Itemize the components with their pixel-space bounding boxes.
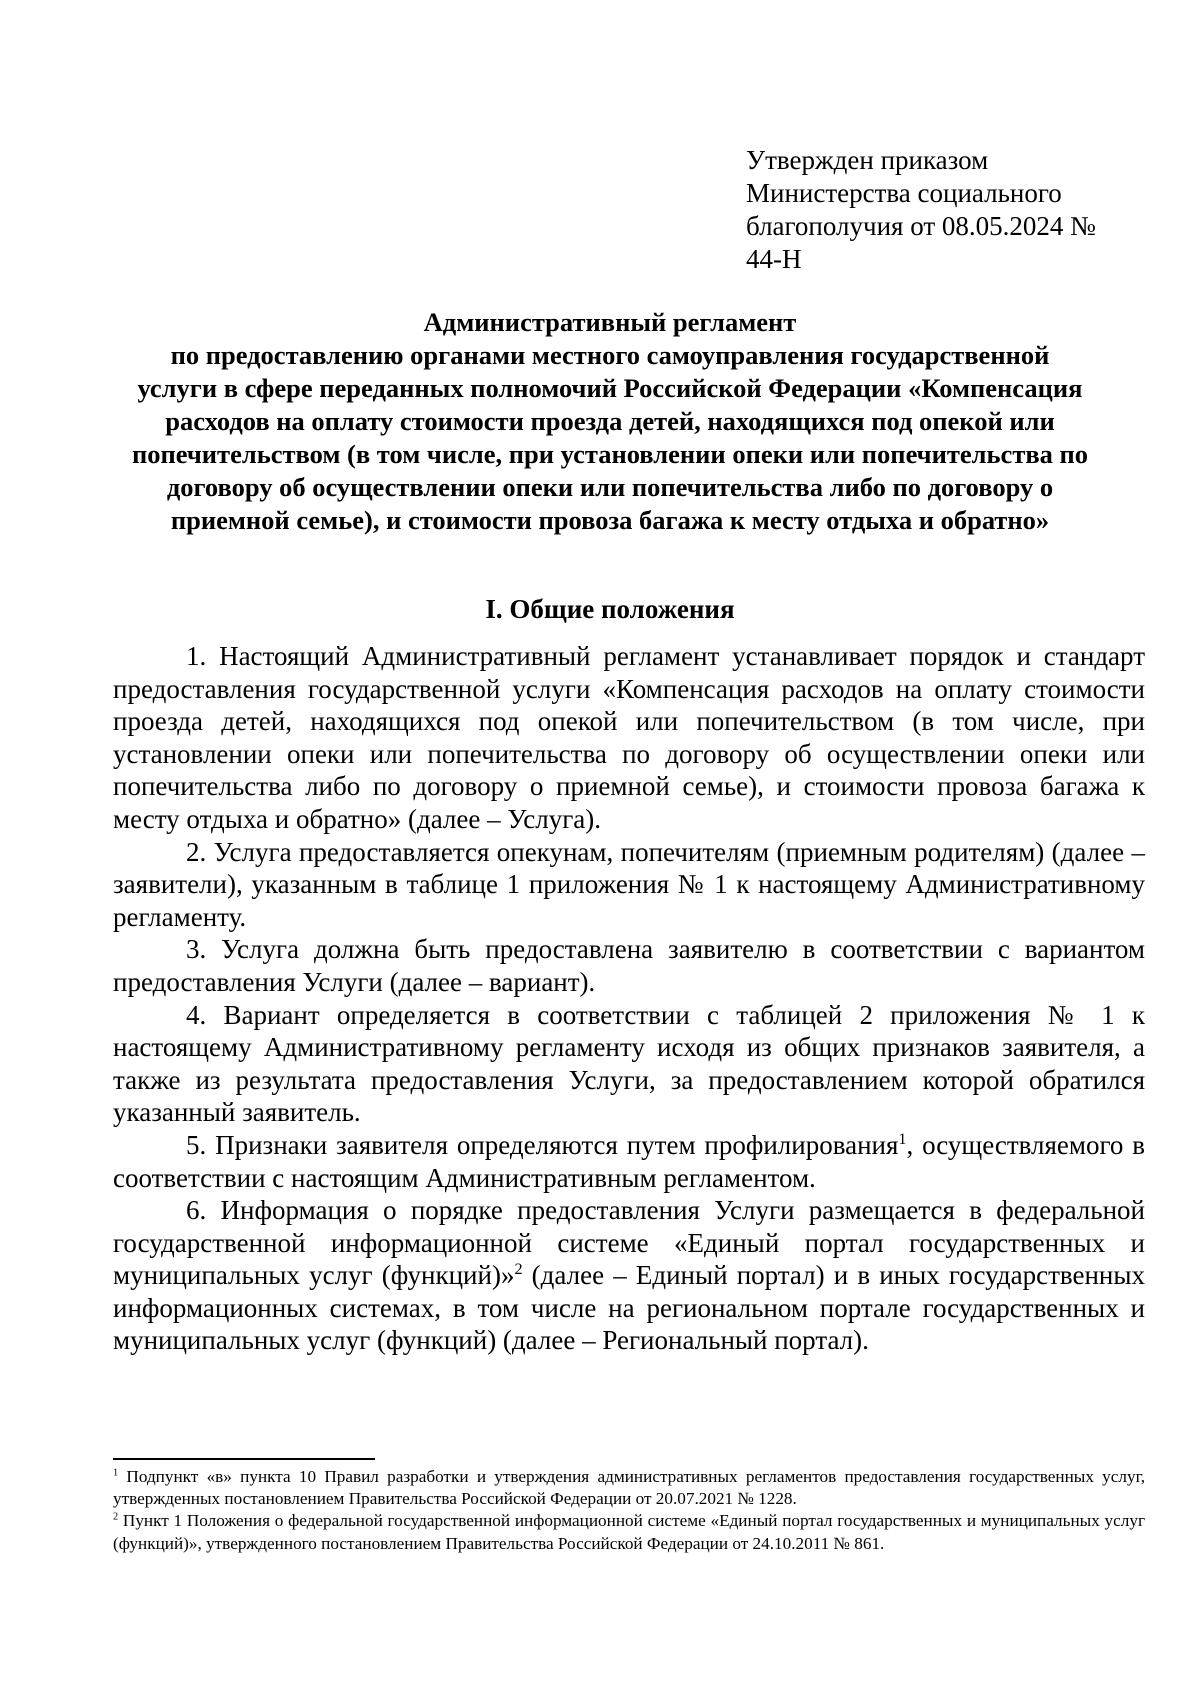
footnote-ref-2[interactable]: 2: [514, 1260, 523, 1279]
footnote-2: [113, 1510, 1145, 1554]
title-line: Административный регламент: [423, 307, 797, 337]
paragraph-5-text: 5. Признаки заявителя определяются путем профилирования: [186, 1129, 899, 1160]
paragraph-6: [113, 1194, 1145, 1357]
approval-line: благополучия от 08.05.2024 №: [746, 211, 1096, 241]
title-line: договору об осуществлении опеки или попечительства либо по договору о: [166, 472, 1054, 502]
footnote-2-text: Пункт 1 Положения о федеральной государственной информационной системе «Единый портал государственных и муниципальных услуг (функций)», утвержденного постановлением Правительства Российской Федерации от 24.10.2011 № 861.: [113, 1511, 1145, 1553]
title-line: приемной семье), и стоимости провоза багажа к месту отдыха и обратно»: [170, 505, 1050, 535]
section-heading: I. Общие положения: [485, 594, 735, 624]
paragraph-2: 2. Услуга предоставляется опекунам, попечителям (приемным родителям) (далее – заявители), указанным в таблице 1 приложения № 1 к настоящему Административному регламенту.: [113, 836, 1145, 932]
footnote-ref-1[interactable]: 1: [898, 1129, 907, 1148]
approval-stamp: [746, 144, 1126, 276]
footnote-mark-2: 2: [113, 1511, 119, 1523]
footnote-1: [113, 1466, 1145, 1510]
paragraph-4: 4. Вариант определяется в соответствии с таблицей 2 приложения № 1 к настоящему Административному регламенту исходя из общих признаков заявителя, а также из результата предоставления Услуги, за предоставлением которой обратился указанный заявитель.: [113, 999, 1145, 1128]
approval-line: 44-Н: [746, 244, 802, 274]
title-line: услуги в сфере переданных полномочий Российской Федерации «Компенсация: [137, 373, 1083, 403]
approval-line: Министерства социального: [746, 178, 1062, 208]
title-line: по предоставлению органами местного самоуправления государственной: [170, 340, 1050, 370]
footnote-1-text: Подпункт «в» пункта 10 Правил разработки и утверждения административных регламентов предоставления государственных услуг, утвержденных постановлением Правительства Российской Федерации от 20.07.2021 № 1228.: [113, 1467, 1145, 1509]
title-line: расходов на оплату стоимости проезда детей, находящихся под опекой или: [165, 406, 1055, 436]
paragraph-5: [113, 1129, 1145, 1194]
approval-line: Утвержден приказом: [746, 145, 989, 175]
paragraph-5-text-cont: , осуществляемого в соответствии с настоящим Административным регламентом.: [113, 1129, 1145, 1193]
paragraph-3: 3. Услуга должна быть предоставлена заявителю в соответствии с вариантом предоставления Услуги (далее – вариант).: [113, 934, 1145, 997]
footnote-mark-1: 1: [113, 1467, 119, 1479]
paragraph-1: 1. Настоящий Административный регламент устанавливает порядок и стандарт предоставления государственной услуги «Компенсация расходов на оплату стоимости проезда детей, находящихся под опекой или попечительством (в том числе, при установлении опеки или попечительства по договору об осуществлении опеки или попечительства либо по договору о приемной семье), и стоимости провоза багажа к месту отдыха и обратно» (далее – Услуга).: [113, 641, 1145, 834]
footnote-separator: [113, 1458, 375, 1460]
footnotes: [113, 1466, 1145, 1555]
title-line: попечительством (в том числе, при установлении опеки или попечительства по: [131, 439, 1089, 469]
paragraph-6-text-cont: (далее – Единый портал) и в иных государственных информационных системах, в том числе на региональном портале государственных и муниципальных услуг (функций) (далее – Региональный портал).: [113, 1260, 1145, 1356]
section-body: [113, 640, 1145, 1357]
document-title: [110, 306, 1110, 537]
paragraph-6-text: 6. Информация о порядке предоставления Услуги размещается в федеральной государственной информационной системе «Единый портал государственных и муниципальных услуг (функций)»: [113, 1195, 1145, 1291]
